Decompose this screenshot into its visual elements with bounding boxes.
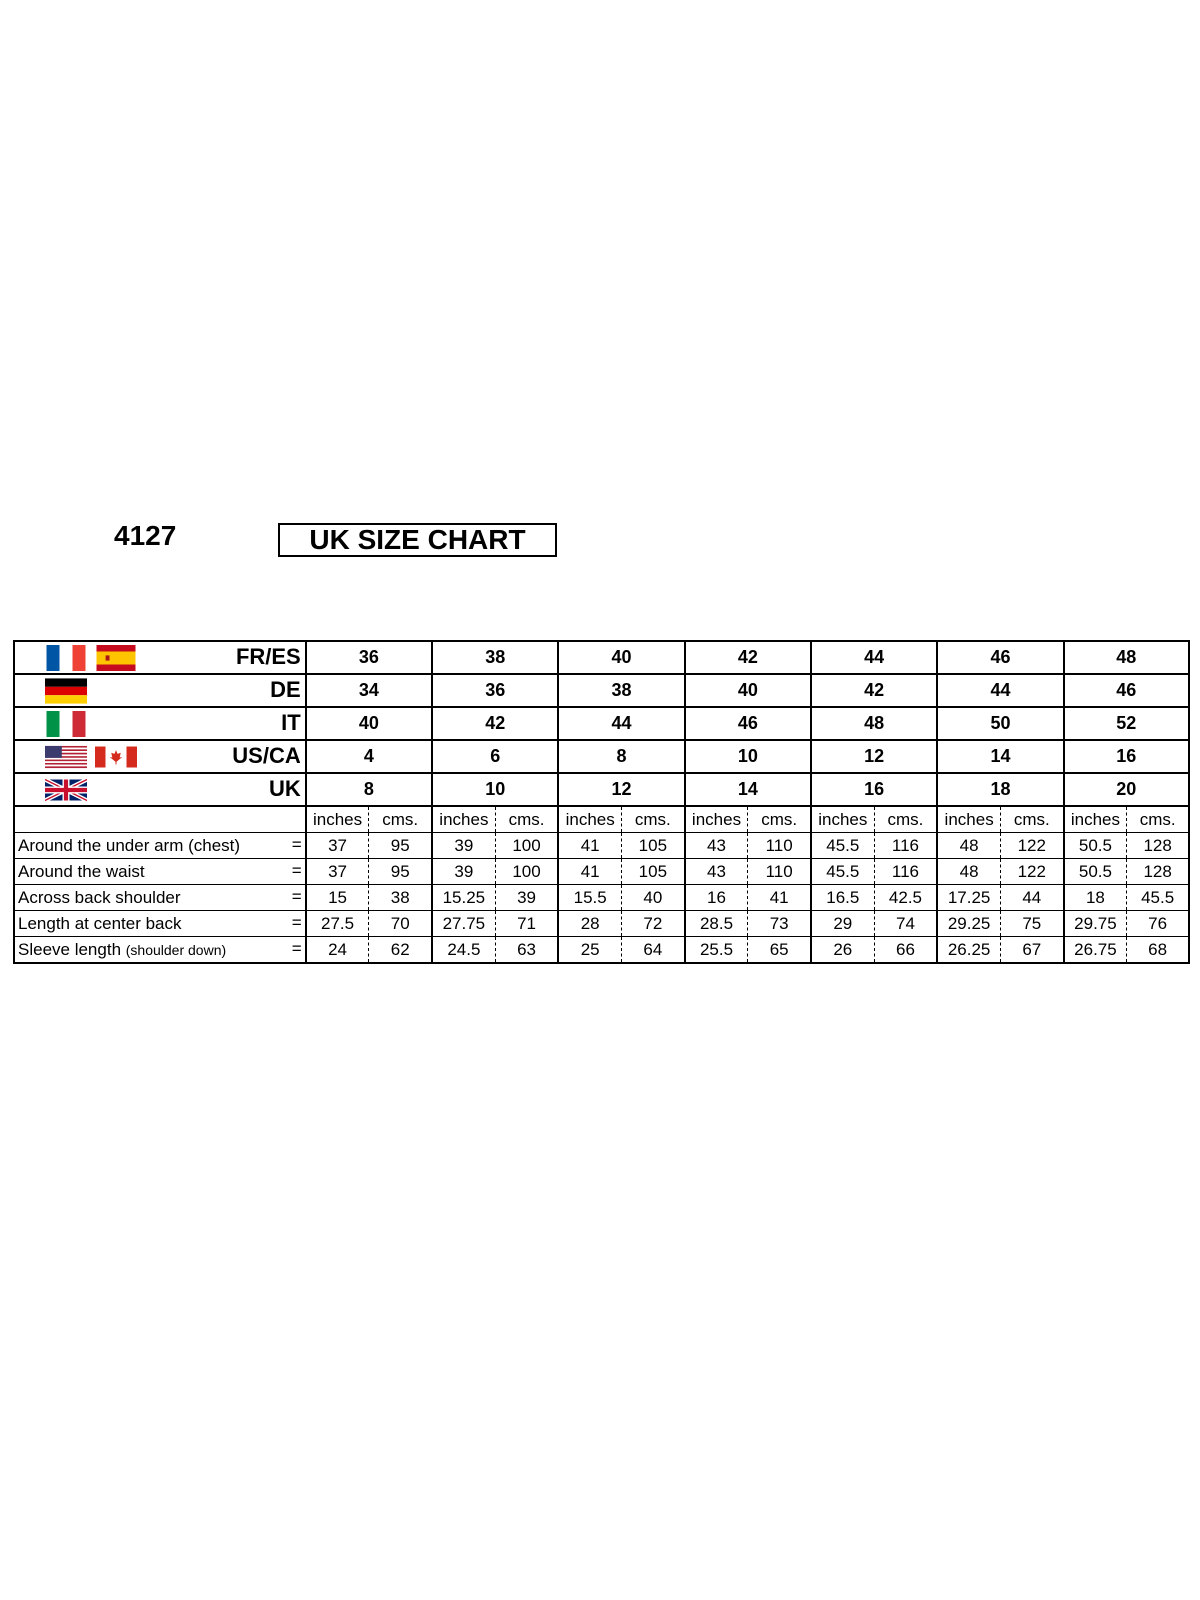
size-value: 4 xyxy=(306,740,432,773)
measurement-row xyxy=(14,937,1189,964)
value-cms: 71 xyxy=(495,911,558,937)
unit-cms-header: cms. xyxy=(1127,806,1189,833)
value-cms: 62 xyxy=(369,937,432,964)
value-cms: 41 xyxy=(748,885,811,911)
value-cms: 66 xyxy=(874,937,937,964)
size-value: 34 xyxy=(306,674,432,707)
size-value: 46 xyxy=(685,707,811,740)
size-value: 44 xyxy=(811,641,937,674)
units-row xyxy=(14,806,1189,833)
country-row xyxy=(14,707,1189,740)
value-cms: 75 xyxy=(1000,911,1063,937)
value-cms: 39 xyxy=(495,885,558,911)
country-row xyxy=(14,740,1189,773)
value-inches: 24.5 xyxy=(432,937,495,964)
flags-group xyxy=(45,743,137,770)
country-label-cell xyxy=(14,707,306,740)
value-inches: 43 xyxy=(685,833,748,859)
value-cms: 105 xyxy=(622,833,685,859)
value-inches: 28 xyxy=(558,911,621,937)
value-inches: 16 xyxy=(685,885,748,911)
size-value: 42 xyxy=(432,707,558,740)
unit-cms-header: cms. xyxy=(622,806,685,833)
size-value: 8 xyxy=(558,740,684,773)
unit-inches-header: inches xyxy=(306,806,369,833)
value-cms: 122 xyxy=(1000,833,1063,859)
measurement-label: Sleeve length xyxy=(18,939,122,959)
value-cms: 45.5 xyxy=(1127,885,1189,911)
value-cms: 63 xyxy=(495,937,558,964)
size-value: 40 xyxy=(306,707,432,740)
value-cms: 110 xyxy=(748,833,811,859)
uk-flag-icon xyxy=(45,777,87,803)
size-value: 52 xyxy=(1064,707,1189,740)
size-value: 42 xyxy=(811,674,937,707)
value-inches: 43 xyxy=(685,859,748,885)
flags-group xyxy=(45,677,87,704)
measurement-label-cell xyxy=(14,885,306,911)
value-inches: 39 xyxy=(432,859,495,885)
country-code: DE xyxy=(270,677,301,702)
size-value: 44 xyxy=(937,674,1063,707)
value-inches: 28.5 xyxy=(685,911,748,937)
flags-group xyxy=(45,776,87,803)
unit-inches-header: inches xyxy=(558,806,621,833)
value-inches: 45.5 xyxy=(811,859,874,885)
value-cms: 40 xyxy=(622,885,685,911)
spain-flag-icon xyxy=(95,645,137,671)
country-label-cell xyxy=(14,674,306,707)
value-cms: 76 xyxy=(1127,911,1189,937)
value-inches: 45.5 xyxy=(811,833,874,859)
measurement-label-cell xyxy=(14,911,306,937)
equals-sign: = xyxy=(291,887,302,906)
country-row xyxy=(14,773,1189,806)
country-code: UK xyxy=(268,776,301,801)
value-cms: 65 xyxy=(748,937,811,964)
value-cms: 122 xyxy=(1000,859,1063,885)
value-cms: 116 xyxy=(874,859,937,885)
value-inches: 41 xyxy=(558,833,621,859)
measurement-row xyxy=(14,833,1189,859)
value-inches: 26 xyxy=(811,937,874,964)
size-value: 12 xyxy=(558,773,684,806)
canada-flag-icon xyxy=(95,744,137,770)
measurement-label-note: (shoulder down) xyxy=(125,941,227,958)
unit-cms-header: cms. xyxy=(495,806,558,833)
value-cms: 38 xyxy=(369,885,432,911)
unit-cms-header: cms. xyxy=(748,806,811,833)
country-label-cell xyxy=(14,740,306,773)
value-inches: 15 xyxy=(306,885,369,911)
size-chart-table xyxy=(13,640,1190,964)
france-flag-icon xyxy=(45,645,87,671)
value-inches: 17.25 xyxy=(937,885,1000,911)
measurement-label: Length at center back xyxy=(18,913,182,933)
value-cms: 70 xyxy=(369,911,432,937)
size-value: 48 xyxy=(811,707,937,740)
measurement-row xyxy=(14,911,1189,937)
value-inches: 39 xyxy=(432,833,495,859)
size-value: 36 xyxy=(432,674,558,707)
value-cms: 42.5 xyxy=(874,885,937,911)
country-code: US/CA xyxy=(232,743,301,768)
size-value: 8 xyxy=(306,773,432,806)
measurement-row xyxy=(14,859,1189,885)
flags-group xyxy=(45,710,87,737)
unit-cms-header: cms. xyxy=(874,806,937,833)
value-inches: 16.5 xyxy=(811,885,874,911)
value-inches: 15.25 xyxy=(432,885,495,911)
country-label-cell xyxy=(14,641,306,674)
measurement-row xyxy=(14,885,1189,911)
size-value: 50 xyxy=(937,707,1063,740)
size-value: 10 xyxy=(685,740,811,773)
measurement-label: Around the under arm (chest) xyxy=(18,835,241,855)
chart-title: UK SIZE CHART xyxy=(278,523,557,557)
value-cms: 73 xyxy=(748,911,811,937)
size-value: 46 xyxy=(937,641,1063,674)
size-value: 20 xyxy=(1064,773,1189,806)
model-code: 4127 xyxy=(114,520,177,551)
measurement-label-cell xyxy=(14,833,306,859)
value-inches: 48 xyxy=(937,833,1000,859)
country-code: FR/ES xyxy=(235,644,301,669)
value-cms: 67 xyxy=(1000,937,1063,964)
unit-cms-header: cms. xyxy=(1000,806,1063,833)
units-blank-cell xyxy=(14,806,306,833)
equals-sign: = xyxy=(291,861,302,880)
unit-inches-header: inches xyxy=(811,806,874,833)
size-value: 44 xyxy=(558,707,684,740)
value-inches: 26.75 xyxy=(1064,937,1127,964)
value-cms: 68 xyxy=(1127,937,1189,964)
size-value: 38 xyxy=(558,674,684,707)
measurement-label: Across back shoulder xyxy=(18,887,181,907)
flags-group xyxy=(45,644,137,671)
value-cms: 128 xyxy=(1127,833,1189,859)
size-value: 38 xyxy=(432,641,558,674)
equals-sign: = xyxy=(291,939,302,958)
country-row xyxy=(14,641,1189,674)
size-value: 16 xyxy=(1064,740,1189,773)
size-value: 6 xyxy=(432,740,558,773)
value-inches: 26.25 xyxy=(937,937,1000,964)
value-cms: 95 xyxy=(369,833,432,859)
usa-flag-icon xyxy=(45,744,87,770)
equals-sign: = xyxy=(291,913,302,932)
value-inches: 48 xyxy=(937,859,1000,885)
germany-flag-icon xyxy=(45,678,87,704)
measurement-label-cell xyxy=(14,859,306,885)
measurement-label-cell xyxy=(14,937,306,964)
country-label-cell xyxy=(14,773,306,806)
size-value: 12 xyxy=(811,740,937,773)
value-inches: 37 xyxy=(306,859,369,885)
value-inches: 27.5 xyxy=(306,911,369,937)
value-inches: 50.5 xyxy=(1064,859,1127,885)
value-cms: 44 xyxy=(1000,885,1063,911)
measurement-label: Around the waist xyxy=(18,861,145,881)
italy-flag-icon xyxy=(45,711,87,737)
value-inches: 29 xyxy=(811,911,874,937)
unit-inches-header: inches xyxy=(432,806,495,833)
value-cms: 128 xyxy=(1127,859,1189,885)
value-inches: 18 xyxy=(1064,885,1127,911)
size-value: 14 xyxy=(685,773,811,806)
unit-inches-header: inches xyxy=(685,806,748,833)
country-row xyxy=(14,674,1189,707)
value-inches: 29.25 xyxy=(937,911,1000,937)
value-cms: 95 xyxy=(369,859,432,885)
value-cms: 105 xyxy=(622,859,685,885)
value-cms: 116 xyxy=(874,833,937,859)
value-cms: 110 xyxy=(748,859,811,885)
value-cms: 100 xyxy=(495,833,558,859)
size-value: 16 xyxy=(811,773,937,806)
size-value: 42 xyxy=(685,641,811,674)
country-code: IT xyxy=(281,710,301,735)
value-inches: 27.75 xyxy=(432,911,495,937)
size-value: 40 xyxy=(685,674,811,707)
value-inches: 24 xyxy=(306,937,369,964)
value-inches: 29.75 xyxy=(1064,911,1127,937)
value-inches: 25 xyxy=(558,937,621,964)
value-cms: 64 xyxy=(622,937,685,964)
unit-cms-header: cms. xyxy=(369,806,432,833)
size-value: 10 xyxy=(432,773,558,806)
value-inches: 15.5 xyxy=(558,885,621,911)
value-cms: 72 xyxy=(622,911,685,937)
size-value: 40 xyxy=(558,641,684,674)
value-cms: 100 xyxy=(495,859,558,885)
size-value: 36 xyxy=(306,641,432,674)
equals-sign: = xyxy=(291,835,302,854)
size-value: 18 xyxy=(937,773,1063,806)
size-value: 46 xyxy=(1064,674,1189,707)
value-cms: 74 xyxy=(874,911,937,937)
value-inches: 37 xyxy=(306,833,369,859)
size-value: 14 xyxy=(937,740,1063,773)
value-inches: 25.5 xyxy=(685,937,748,964)
value-inches: 50.5 xyxy=(1064,833,1127,859)
unit-inches-header: inches xyxy=(937,806,1000,833)
unit-inches-header: inches xyxy=(1064,806,1127,833)
size-value: 48 xyxy=(1064,641,1189,674)
value-inches: 41 xyxy=(558,859,621,885)
